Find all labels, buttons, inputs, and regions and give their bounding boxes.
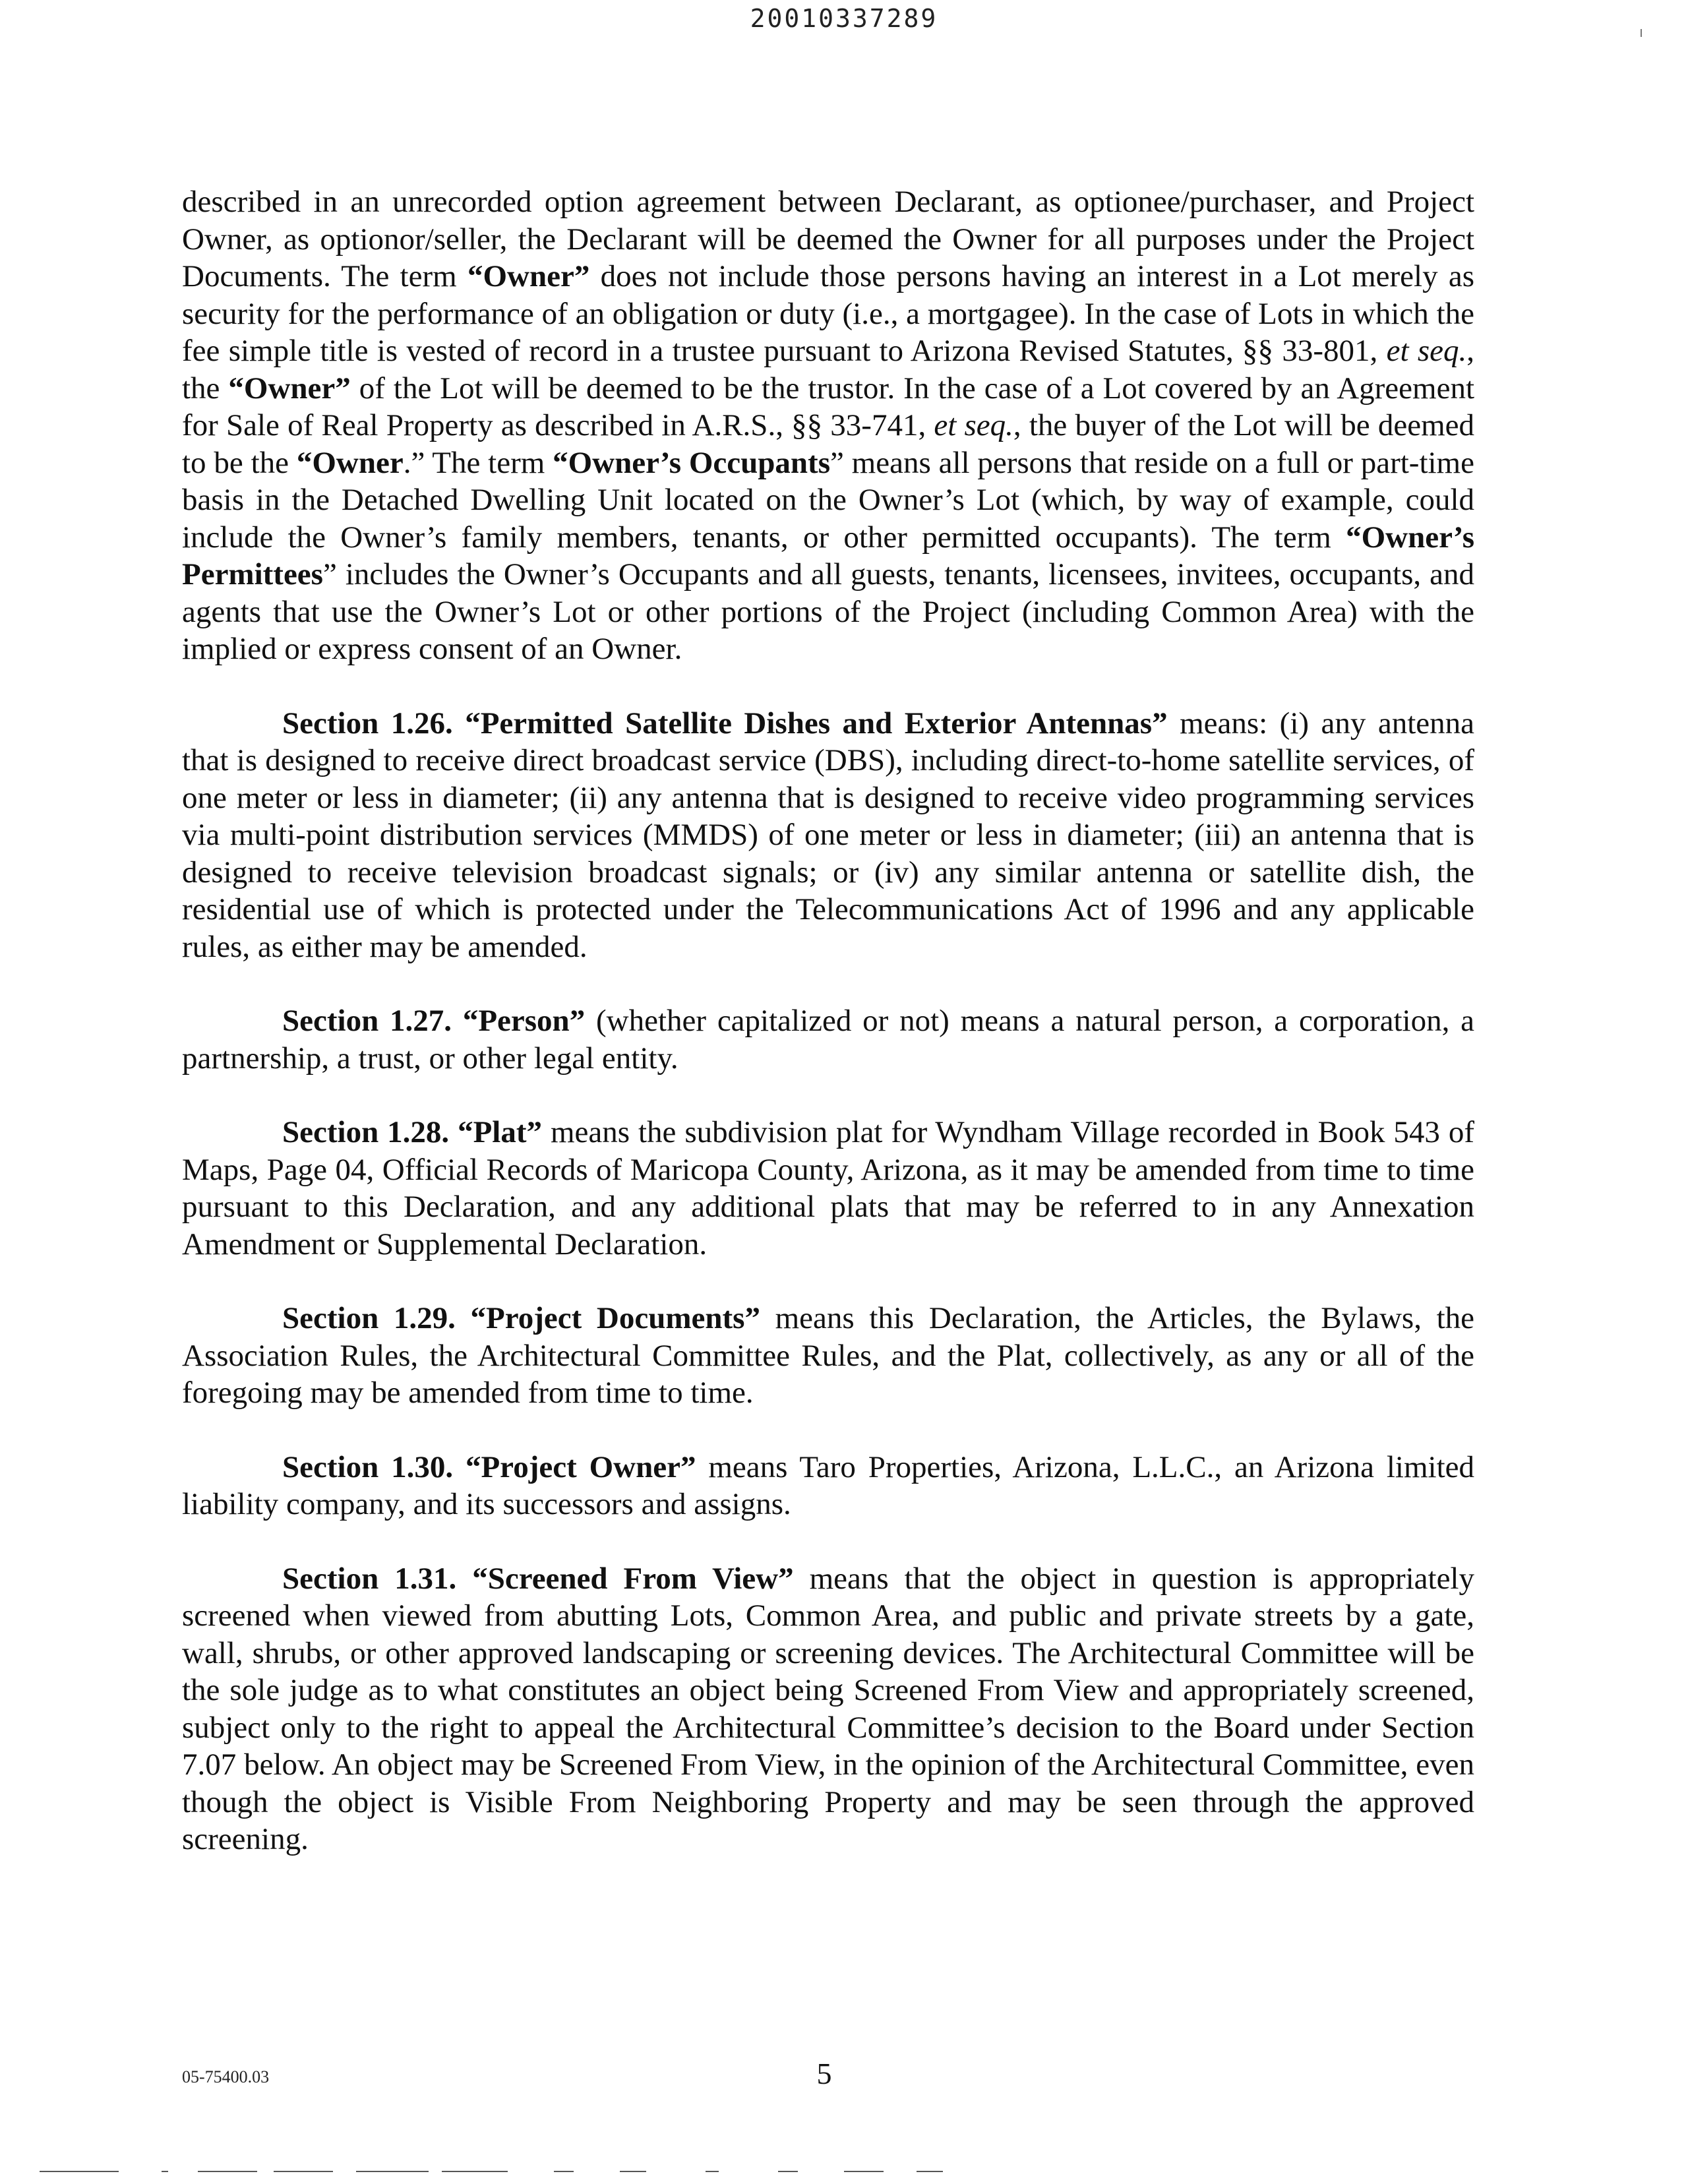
section-term: “Person” [462,1004,586,1038]
continuation-text-2: does not include those persons having an interest in a Lot merely as security for the performance of an obligation or duty (i.e., a mortgagee). In the case of Lots in which the fee simple title is vested of record in a trustee pursuant to Arizona Revised Statutes, §§ 33-801, [182,259,1474,368]
section-text: means: (i) any antenna that is designed to receive direct broadcast service (DBS), including direct-to-home satellite services, of one meter or less in diameter; (ii) any antenna that is designed to receive video programming services via multi-point distribution services (MMDS) of one meter or less in diameter; (iii) an antenna that is designed to receive television broadcast signals; or (iv) any similar antenna or satellite dish, the residential use of which is protected under the Telecommunications Act of 1996 and any applicable rules, as either may be amended. [182,706,1474,964]
section-term: “Project Documents” [470,1301,760,1335]
footer-document-id: 05-75400.03 [182,2067,270,2086]
owner-definition-continuation [182,183,1474,668]
recording-number: 20010337289 [750,4,938,33]
section-text: means Taro Properties, Arizona, L.L.C., an Arizona limited liability company, and its successors and assigns. [182,1449,1475,1521]
term-owner: “Owner” [228,371,351,406]
continuation-text-1: described in an unrecorded option agreement between Declarant, as optionee/purchaser, and Project Owner, as optionor/seller, the Declarant will be deemed the Owner for all purposes under the Project Documents. The term [182,185,1474,293]
section-text: means this Declaration, the Articles, the Bylaws, the Association Rules, the Architectural Committee Rules, and the Plat, collectively, as any or all of the foregoing may be amended from time to time. [182,1301,1475,1410]
scan-artifact-marks [40,2171,963,2175]
section-1-26 [182,705,1474,966]
section-number: Section 1.29. [282,1301,456,1335]
scan-edge-mark [1641,29,1642,37]
section-1-27 [182,1002,1474,1077]
document-body [182,183,1474,1858]
section-1-30 [182,1449,1474,1523]
et-seq: et seq. [934,408,1013,442]
section-number: Section 1.26. [282,706,453,741]
section-text: means that the object in question is appropriately screened when viewed from abutting Lots, Common Area, and public and private streets by a gate, wall, shrubs, or other approved landscaping or screening devices. The Architectural Committee will be the sole judge as to what constitutes an object being Screened From View and appropriately screened, subject only to the right to appeal the Architectural Committee’s decision to the Board under Section 7.07 below. An object may be Screened From View, in the opinion of the Architectural Committee, even though the object is Visible From Neighboring Property and may be seen through the approved screening. [182,1561,1474,1856]
section-1-28 [182,1114,1474,1263]
term-owners-permittees: “Owner’s Permittees [182,520,1474,592]
continuation-text-6: .” The term [403,445,553,480]
section-number: Section 1.31. [282,1561,457,1596]
continuation-text-7: ” means all persons that reside on a full or part-time basis in the Detached Dwelling Unit located on the Owner’s Lot (which, by way of example, could include the Owner’s family members, tenants, or other permitted occupants). The term [182,445,1474,555]
section-1-31 [182,1560,1474,1858]
page-number: 5 [816,2057,832,2090]
continuation-text-5: , the buyer of the Lot will be deemed to be the [182,408,1474,480]
section-number: Section 1.28. [282,1115,450,1149]
section-term: “Plat” [458,1115,543,1149]
continuation-text-3: , the [182,334,1474,406]
section-1-29 [182,1300,1474,1412]
continuation-text-8: ” includes the Owner’s Occupants and all guests, tenants, licensees, invitees, occupants, and agents that use the Owner’s Lot or other portions of the Project (including Common Area) with the implied or express consent of an Owner. [182,557,1474,666]
continuation-text-4: of the Lot will be deemed to be the trustor. In the case of a Lot covered by an Agreement for Sale of Real Property as described in A.R.S., §§ 33-741, [182,371,1474,442]
section-text: (whether capitalized or not) means a natural person, a corporation, a partnership, a trust, or other legal entity. [182,1004,1475,1076]
term-owner: “Owner [296,445,404,480]
term-owners-occupants: “Owner’s Occupants [553,445,830,480]
section-term: “Project Owner” [465,1449,696,1484]
term-owner: “Owner” [467,259,590,293]
section-term: “Screened From View” [472,1561,794,1596]
section-number: Section 1.27. [282,1004,452,1038]
et-seq: et seq. [1386,334,1467,368]
section-number: Section 1.30. [282,1449,454,1484]
section-term: “Permitted Satellite Dishes and Exterior Antennas” [465,706,1168,741]
section-text: means the subdivision plat for Wyndham Village recorded in Book 543 of Maps, Page 04, Official Records of Maricopa County, Arizona, as it may be amended from time to time pursuant to this Declaration, and any additional plats that may be referred to in any Annexation Amendment or Supplemental Declaration. [182,1115,1474,1261]
